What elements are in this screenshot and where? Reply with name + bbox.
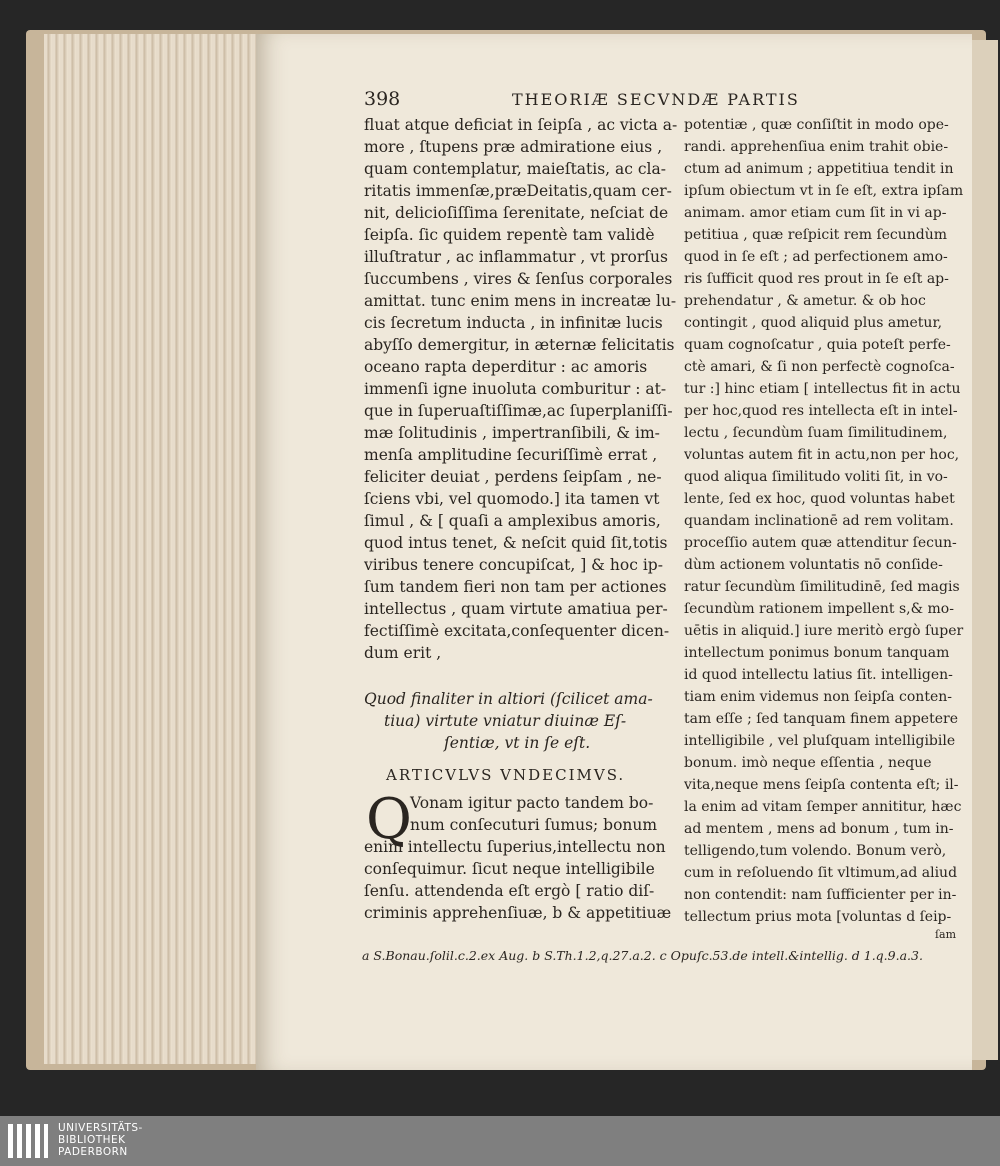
text-line: ctum ad animum ; appetitiua tendit in xyxy=(684,161,954,177)
text-line: tiam enim videmus non ſeipſa conten- xyxy=(684,689,952,705)
text-line: dum erit , xyxy=(364,644,442,662)
text-line: fluat atque deficiat in ſeipſa , ac victa a- xyxy=(364,116,678,134)
library-logo-text xyxy=(58,1122,143,1158)
text-line: tellectum prius mota [voluntas d ſeip- xyxy=(684,909,952,925)
text-line: ſeipſa. ſic quidem repentè tam validè xyxy=(364,226,655,244)
heading-line: Quod finaliter in altiori (ſcilicet ama- xyxy=(364,690,653,708)
facing-page-edge xyxy=(972,40,998,1060)
library-footer xyxy=(0,1116,1000,1166)
page-number: 398 xyxy=(364,88,401,110)
drop-cap: Q xyxy=(366,787,412,852)
text-line: ratur ſecundùm ſimilitudinē, ſed magis xyxy=(684,579,960,595)
text-line: nit, delicioſiſſima ſerenitate, neſciat de xyxy=(364,204,669,222)
text-line: que in ſuperuaſtiſſimæ,ac ſuperplaniſſi- xyxy=(364,402,673,420)
text-line: intellectus , quam virtute amatiua per- xyxy=(364,600,668,618)
text-line: abyſſo demergitur, in æternæ felicitatis xyxy=(364,336,675,354)
text-line: ſciens vbi, vel quomodo.] ita tamen vt xyxy=(364,490,660,508)
text-line: vita,neque mens ſeipſa contenta eſt; il- xyxy=(684,777,959,793)
text-line: ſenſu. attendenda eſt ergò [ ratio diſ- xyxy=(364,882,655,900)
text-line: contingit , quod aliquid plus ametur, xyxy=(684,315,943,331)
text-line: id quod intellectu latius ſit. intelligen- xyxy=(684,667,953,683)
right-column xyxy=(684,114,962,942)
text-line: fectiſſimè excitata,conſequenter dicen- xyxy=(364,622,670,640)
running-header xyxy=(364,88,964,110)
text-line: quandam inclinationē ad rem volitam. xyxy=(684,513,954,529)
text-line: quam cognoſcatur , quia poteſt perfe- xyxy=(684,337,951,353)
text-line: tam eſſe ; ſed tanquam finem appetere xyxy=(684,711,958,727)
logo-line: BIBLIOTHEK xyxy=(58,1134,126,1146)
text-line: enim intellectu ſuperius,intellectu non xyxy=(364,838,666,856)
text-line: per hoc,quod res intellecta eſt in intel- xyxy=(684,403,958,419)
text-line: ſum tandem fieri non tam per actiones xyxy=(364,578,667,596)
text-line: animam. amor etiam cum ſit in vi ap- xyxy=(684,205,947,221)
library-logo-icon xyxy=(8,1124,50,1158)
text-line: ſimul , & [ quaſi a amplexibus amoris, xyxy=(364,512,661,530)
text-line: amittat. tunc enim mens in increatæ lu- xyxy=(364,292,677,310)
text-line: ſuccumbens , vires & ſenſus corporales xyxy=(364,270,673,288)
text-line: quam contemplatur, maieſtatis, ac cla- xyxy=(364,160,666,178)
text-line: lente, ſed ex hoc, quod voluntas habet xyxy=(684,491,955,507)
text-line: ad mentem , mens ad bonum , tum in- xyxy=(684,821,954,837)
text-line: menſa amplitudine ſecuriſſimè errat , xyxy=(364,446,658,464)
text-line: petitiua , quæ reſpicit rem ſecundùm xyxy=(684,227,948,243)
text-line: ritatis immenſæ,præDeitatis,quam cer- xyxy=(364,182,672,200)
text-line: more , ſtupens præ admiratione eius , xyxy=(364,138,663,156)
text-line: conſequimur. ſicut neque intelligibile xyxy=(364,860,655,878)
running-title: THEORIÆ SECVNDÆ PARTIS xyxy=(512,90,800,109)
text-line: quod intus tenet, & neſcit quid ſit,totis xyxy=(364,534,668,552)
text-line: illuſtratur , ac inflammatur , vt prorſus xyxy=(364,248,668,266)
text-line: intellectum ponimus bonum tanquam xyxy=(684,645,950,661)
logo-line: UNIVERSITÄTS- xyxy=(58,1122,143,1134)
text-line: quod in ſe eſt ; ad perfectionem amo- xyxy=(684,249,948,265)
text-line: viribus tenere concupiſcat, ] & hoc ip- xyxy=(364,556,663,574)
logo-line: PADERBORN xyxy=(58,1146,128,1158)
text-line: dùm actionem voluntatis nō conſide- xyxy=(684,557,943,573)
text-line: prehendatur , & ametur. & ob hoc xyxy=(684,293,926,309)
text-line: ſecundùm rationem impellent s,& mo- xyxy=(684,601,954,617)
section-heading xyxy=(364,688,670,754)
text-line: immenſi igne inuoluta comburitur : at- xyxy=(364,380,667,398)
text-line: bonum. imò neque eſſentia , neque xyxy=(684,755,932,771)
text-line: Vonam igitur pacto tandem bo- xyxy=(410,794,654,812)
text-line: intelligibile , vel pluſquam intelligibile xyxy=(684,733,956,749)
text-line: ctè amari, & ſi non perfectè cognoſca- xyxy=(684,359,955,375)
text-line: tur :] hinc etiam [ intellectus fit in actu xyxy=(684,381,961,397)
text-line: la enim ad vitam ſemper annititur, hæc xyxy=(684,799,962,815)
page-edges xyxy=(44,34,259,1064)
article-title: ARTICVLVS VNDECIMVS. xyxy=(386,766,626,784)
text-line: num conſecuturi ſumus; bonum xyxy=(410,816,658,834)
text-line: cis ſecretum inducta , in infinitæ lucis xyxy=(364,314,663,332)
catchword: ſam xyxy=(934,928,956,941)
text-line: cum in reſoluendo ſit vltimum,ad aliud xyxy=(684,865,958,881)
text-line: randi. apprehenſiua enim trahit obie- xyxy=(684,139,949,155)
text-line: mæ ſolitudinis , impertranſibili, & im- xyxy=(364,424,660,442)
text-line: ris ſufficit quod res prout in ſe eſt ap- xyxy=(684,271,949,287)
heading-line: tiua) virtute vniatur diuinæ Eſ- xyxy=(384,712,627,730)
text-line: lectu , ſecundùm ſuam ſimilitudinem, xyxy=(684,425,948,441)
footnote: a S.Bonau.ſolil.c.2.ex Aug. b S.Th.1.2,q.27.a.2. c Opuſc.53.de intell.&intellig. d 1.q.9.a.3. xyxy=(362,948,923,963)
text-line: oceano rapta deperditur : ac amoris xyxy=(364,358,648,376)
text-line: telligendo,tum volendo. Bonum verò, xyxy=(684,843,947,859)
text-line: voluntas autem fit in actu,non per hoc, xyxy=(684,447,960,463)
article-body xyxy=(364,787,672,924)
text-line: potentiæ , quæ conſiſtit in modo ope- xyxy=(684,117,949,133)
text-line: quod aliqua ſimilitudo voliti ſit, in vo- xyxy=(684,469,948,485)
text-line: uētis in aliquid.] iure meritò ergò ſuper xyxy=(684,623,964,639)
left-column xyxy=(364,114,678,664)
text-line: criminis apprehenſiuæ, b & appetitiuæ xyxy=(364,904,672,922)
heading-line: ſentiæ, vt in ſe eſt. xyxy=(444,734,591,752)
text-line: feliciter deuiat , perdens ſeipſam , ne- xyxy=(364,468,662,486)
text-line: ipſum obiectum vt in ſe eſt, extra ipſam xyxy=(684,183,964,199)
text-line: non contendit: nam ſufficienter per in- xyxy=(684,887,957,903)
text-line: proceſſio autem quæ attenditur ſecun- xyxy=(684,535,957,551)
